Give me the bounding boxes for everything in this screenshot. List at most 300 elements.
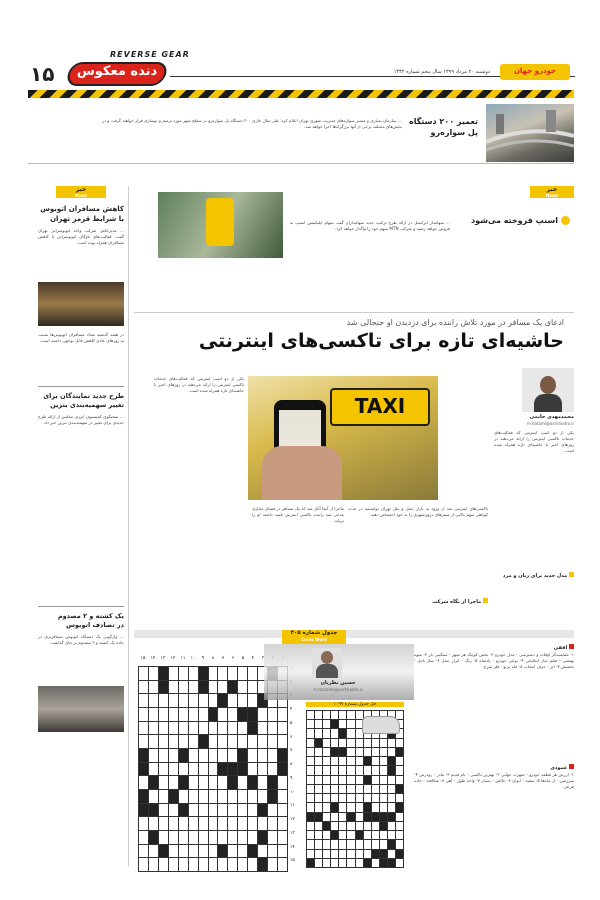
crossword-cell[interactable] <box>199 831 208 844</box>
crossword-cell[interactable] <box>268 763 277 776</box>
crossword-cell <box>339 859 346 867</box>
crossword-cell[interactable] <box>228 735 237 748</box>
row-number: ۹ <box>290 775 293 781</box>
crossword-cell[interactable] <box>149 722 158 735</box>
crossword-cell[interactable] <box>199 817 208 830</box>
crossword-cell <box>372 785 379 793</box>
crossword-cell <box>380 803 387 811</box>
crossword-cell[interactable] <box>159 858 168 871</box>
crossword-cell[interactable] <box>149 804 158 817</box>
crossword-cell[interactable] <box>248 667 257 680</box>
crossword-cell[interactable] <box>139 858 148 871</box>
sublabel-2-text: ماجرا از نگاه شرکت <box>432 599 482 605</box>
left-story1-text2: در هفته گذشته تعداد مسافران اتوبوس‌ها نسبت به روزهای عادی کاهش قابل توجهی داشته است. <box>38 332 124 343</box>
crossword-cell[interactable] <box>159 804 168 817</box>
crossword-cell[interactable] <box>149 708 158 721</box>
crossword-cell[interactable] <box>218 817 227 830</box>
crossword-cell[interactable] <box>189 763 198 776</box>
crossword-cell[interactable] <box>228 845 237 858</box>
crossword-cell[interactable] <box>169 845 178 858</box>
crossword-cell[interactable] <box>169 763 178 776</box>
crossword-cell[interactable] <box>248 776 257 789</box>
crossword-cell[interactable] <box>149 817 158 830</box>
crossword-cell[interactable] <box>199 749 208 762</box>
crossword-cell[interactable] <box>199 735 208 748</box>
crossword-cell[interactable] <box>189 817 198 830</box>
crossword-cell <box>347 840 354 848</box>
crossword-cell[interactable] <box>268 817 277 830</box>
crossword-cell[interactable] <box>238 858 247 871</box>
crossword-cell[interactable] <box>199 858 208 871</box>
crossword-cell[interactable] <box>139 845 148 858</box>
crossword-cell[interactable] <box>278 722 287 735</box>
crossword-cell <box>339 822 346 830</box>
crossword-cell[interactable] <box>139 694 148 707</box>
crossword-cell[interactable] <box>228 681 237 694</box>
crossword-cell[interactable] <box>248 735 257 748</box>
crossword-cell <box>331 748 338 756</box>
crossword-cell[interactable] <box>209 790 218 803</box>
crossword-cell[interactable] <box>159 708 168 721</box>
left-story3-title-line1: یک کشته و ۲ مصدوم <box>57 612 124 620</box>
crossword-cell[interactable] <box>258 722 267 735</box>
feature-sublabel-1 <box>494 572 574 579</box>
crossword-cell[interactable] <box>228 776 237 789</box>
crossword-cell[interactable] <box>209 722 218 735</box>
crossword-cell[interactable] <box>149 667 158 680</box>
crossword-cell[interactable] <box>169 694 178 707</box>
crossword-cell <box>323 748 330 756</box>
crossword-cell <box>307 711 314 719</box>
crossword-cell[interactable] <box>179 667 188 680</box>
crossword-cell[interactable] <box>278 776 287 789</box>
crossword-cell <box>356 739 363 747</box>
top-story-text: … سازمان بسازی و مسیر سواره‌های مدیریت شهری تهران اعلام کرد: طی سال جاری ۲۰۰ دستگاه پل سواره‌رو در سطح شهر مورد ترمیم و نوسازی قرار خواهند گرفت و در بخش‌های مختلف برخی از آنها بزرگراه‌ها اجرا خواهد شد. <box>102 118 402 129</box>
crossword-cell[interactable] <box>169 804 178 817</box>
crossword-cell <box>380 850 387 858</box>
crossword-cell[interactable] <box>278 858 287 871</box>
crossword-cell[interactable] <box>228 817 237 830</box>
crossword-cell <box>315 729 322 737</box>
crossword-cell[interactable] <box>189 681 198 694</box>
crossword-cell[interactable] <box>139 667 148 680</box>
crossword-cell[interactable] <box>189 845 198 858</box>
crossword-cell[interactable] <box>258 817 267 830</box>
crossword-cell[interactable] <box>218 831 227 844</box>
crossword-cell[interactable] <box>278 845 287 858</box>
crossword-cell[interactable] <box>189 694 198 707</box>
crossword-cell[interactable] <box>179 763 188 776</box>
designer-body <box>316 664 338 678</box>
crossword-cell <box>307 794 314 802</box>
crossword-cell[interactable] <box>209 708 218 721</box>
crossword-cell[interactable] <box>278 817 287 830</box>
crossword-cell[interactable] <box>169 708 178 721</box>
crossword-cell[interactable] <box>228 858 237 871</box>
crossword-cell[interactable] <box>238 804 247 817</box>
crossword-cell[interactable] <box>149 749 158 762</box>
crossword-cell[interactable] <box>149 858 158 871</box>
crossword-cell[interactable] <box>228 708 237 721</box>
crossword-cell <box>372 850 379 858</box>
crossword-cell[interactable] <box>218 790 227 803</box>
down-bullet <box>569 764 574 769</box>
crossword-cell[interactable] <box>159 722 168 735</box>
crossword-cell <box>347 803 354 811</box>
crossword-cell[interactable] <box>199 776 208 789</box>
crossword-cell <box>356 803 363 811</box>
sublabel-1-bullet <box>569 572 574 577</box>
crossword-cell <box>323 831 330 839</box>
crossword-cell[interactable] <box>139 763 148 776</box>
crossword-cell[interactable] <box>248 845 257 858</box>
crossword-cell[interactable] <box>179 804 188 817</box>
crossword-cell[interactable] <box>228 694 237 707</box>
crossword-cell <box>356 840 363 848</box>
crossword-cell[interactable] <box>248 831 257 844</box>
crossword-cell[interactable] <box>258 776 267 789</box>
crossword-cell[interactable] <box>238 845 247 858</box>
crossword-cell[interactable] <box>149 776 158 789</box>
crossword-cell[interactable] <box>179 722 188 735</box>
left-story1-photo <box>38 282 124 326</box>
crossword-cell[interactable] <box>159 817 168 830</box>
crossword-cell[interactable] <box>169 831 178 844</box>
crossword-cell[interactable] <box>179 681 188 694</box>
top-story-title-line1: تعمیر ۲۰۰ دستگاه <box>409 117 478 126</box>
crossword-cell[interactable] <box>218 681 227 694</box>
crossword-cell[interactable] <box>238 735 247 748</box>
crossword-cell[interactable] <box>139 776 148 789</box>
crossword-cell[interactable] <box>199 708 208 721</box>
crossword-cell <box>372 766 379 774</box>
crossword-cell <box>347 711 354 719</box>
crossword-cell[interactable] <box>278 735 287 748</box>
crossword-cell[interactable] <box>248 858 257 871</box>
crossword-cell[interactable] <box>268 776 277 789</box>
crossword-cell[interactable] <box>268 804 277 817</box>
crossword-cell[interactable] <box>218 804 227 817</box>
crossword-cell[interactable] <box>169 790 178 803</box>
crossword-cell <box>339 748 346 756</box>
crossword-cell[interactable] <box>149 831 158 844</box>
crossword-cell[interactable] <box>258 858 267 871</box>
crossword-cell[interactable] <box>179 831 188 844</box>
crossword-cell[interactable] <box>228 667 237 680</box>
crossword-cell[interactable] <box>179 735 188 748</box>
crossword-cell[interactable] <box>139 817 148 830</box>
crossword-cell <box>364 794 371 802</box>
crossword-cell[interactable] <box>238 817 247 830</box>
crossword-cell[interactable] <box>209 681 218 694</box>
crossword-cell[interactable] <box>139 749 148 762</box>
crossword-cell[interactable] <box>189 667 198 680</box>
crossword-cell[interactable] <box>258 735 267 748</box>
crossword-cell[interactable] <box>278 831 287 844</box>
crossword-cell <box>315 822 322 830</box>
crossword-cell[interactable] <box>209 831 218 844</box>
crossword-cell[interactable] <box>199 722 208 735</box>
col-number: ۸ <box>211 656 215 661</box>
crossword-cell[interactable] <box>169 667 178 680</box>
crossword-cell <box>356 850 363 858</box>
crossword-cell[interactable] <box>139 722 148 735</box>
crossword-cell[interactable] <box>258 749 267 762</box>
crossword-cell[interactable] <box>238 708 247 721</box>
crossword-cell[interactable] <box>248 749 257 762</box>
crossword-cell[interactable] <box>209 817 218 830</box>
crossword-cell[interactable] <box>218 749 227 762</box>
crossword-cell[interactable] <box>179 790 188 803</box>
crossword-cell[interactable] <box>209 776 218 789</box>
crossword-cell[interactable] <box>258 831 267 844</box>
crossword-cell[interactable] <box>159 681 168 694</box>
row-number: ۱۵ <box>290 858 295 864</box>
crossword-cell[interactable] <box>218 776 227 789</box>
row-number: ۸ <box>290 762 293 768</box>
crossword-cell[interactable] <box>258 708 267 721</box>
author-photo <box>522 368 574 412</box>
crossword-cell[interactable] <box>139 735 148 748</box>
crossword-cell <box>307 766 314 774</box>
crossword-cell[interactable] <box>209 667 218 680</box>
crossword-cell[interactable] <box>199 804 208 817</box>
crossword-cell[interactable] <box>218 667 227 680</box>
crossword-cell[interactable] <box>189 858 198 871</box>
bridge-illustration <box>486 104 574 162</box>
crossword-cell[interactable] <box>228 763 237 776</box>
crossword-cell <box>339 766 346 774</box>
crossword-cell[interactable] <box>238 667 247 680</box>
crossword-cell[interactable] <box>209 694 218 707</box>
across-title-text: افقی <box>553 645 568 651</box>
crossword-cell[interactable] <box>159 831 168 844</box>
crossword-cell[interactable] <box>278 749 287 762</box>
crossword-cell[interactable] <box>139 804 148 817</box>
crossword-cell[interactable] <box>258 845 267 858</box>
crossword-cell[interactable] <box>169 722 178 735</box>
crossword-cell[interactable] <box>228 790 237 803</box>
crossword-cell[interactable] <box>209 763 218 776</box>
crossword-cell[interactable] <box>149 845 158 858</box>
crossword-cell[interactable] <box>159 667 168 680</box>
crossword-cell[interactable] <box>228 831 237 844</box>
crossword-cell[interactable] <box>189 831 198 844</box>
crossword-cell[interactable] <box>228 804 237 817</box>
crossword-cell[interactable] <box>218 845 227 858</box>
crossword-cell <box>347 859 354 867</box>
crossword-cell[interactable] <box>159 735 168 748</box>
crossword-cell[interactable] <box>149 763 158 776</box>
crossword-cell[interactable] <box>149 735 158 748</box>
crossword-cell <box>347 766 354 774</box>
crossword-cell[interactable] <box>199 694 208 707</box>
crossword-cell <box>364 831 371 839</box>
crossword-cell[interactable] <box>218 708 227 721</box>
crossword-cell <box>396 757 403 765</box>
crossword-cell <box>396 794 403 802</box>
crossword-cell[interactable] <box>228 722 237 735</box>
crossword-cell[interactable] <box>149 681 158 694</box>
crossword-cell[interactable] <box>169 817 178 830</box>
crossword-cell <box>372 840 379 848</box>
col-number: ۱۳ <box>160 656 166 661</box>
crossword-cell[interactable] <box>248 817 257 830</box>
crossword-cell[interactable] <box>238 749 247 762</box>
crossword-cell <box>364 785 371 793</box>
crossword-cell[interactable] <box>139 681 148 694</box>
crossword-cell[interactable] <box>199 763 208 776</box>
crossword-cell[interactable] <box>169 735 178 748</box>
crossword-cell[interactable] <box>238 681 247 694</box>
crossword-cell[interactable] <box>268 858 277 871</box>
crossword-cell <box>347 776 354 784</box>
crossword-cell <box>339 850 346 858</box>
crossword-cell[interactable] <box>189 708 198 721</box>
crossword-cell[interactable] <box>189 722 198 735</box>
crossword-cell[interactable] <box>238 790 247 803</box>
crossword-cell[interactable] <box>268 845 277 858</box>
crossword-cell[interactable] <box>189 749 198 762</box>
crossword-cell[interactable] <box>169 776 178 789</box>
crossword-cell[interactable] <box>238 776 247 789</box>
crossword-cell[interactable] <box>238 722 247 735</box>
hazard-stripe <box>28 90 574 98</box>
crossword-cell[interactable] <box>228 749 237 762</box>
crossword-cell[interactable] <box>139 790 148 803</box>
crossword-cell <box>347 720 354 728</box>
col-number: ۱۴ <box>150 656 156 661</box>
crossword-cell[interactable] <box>189 804 198 817</box>
crossword-cell[interactable] <box>248 763 257 776</box>
crossword-cell[interactable] <box>179 776 188 789</box>
crossword-cell[interactable] <box>268 708 277 721</box>
crossword-cell[interactable] <box>248 681 257 694</box>
crossword-cell[interactable] <box>169 749 178 762</box>
crossword-cell[interactable] <box>248 790 257 803</box>
sublabel-1-text: مدل جدید برای زنان و مرد <box>502 573 568 579</box>
crossword-cell[interactable] <box>209 858 218 871</box>
crossword-cell[interactable] <box>179 749 188 762</box>
crossword-cell[interactable] <box>199 845 208 858</box>
crossword-cell[interactable] <box>169 681 178 694</box>
crossword-cell[interactable] <box>189 776 198 789</box>
crossword-cell <box>380 748 387 756</box>
crossword-cell[interactable] <box>179 845 188 858</box>
crossword-cell[interactable] <box>218 722 227 735</box>
crossword-cell[interactable] <box>238 763 247 776</box>
crossword-cell[interactable] <box>159 749 168 762</box>
crossword-cell[interactable] <box>268 749 277 762</box>
crossword-cell[interactable] <box>149 790 158 803</box>
crossword-cell[interactable] <box>159 776 168 789</box>
crossword-cell[interactable] <box>179 708 188 721</box>
crossword-cell <box>396 803 403 811</box>
top-story-photo <box>486 104 574 162</box>
crossword-cell[interactable] <box>278 708 287 721</box>
mid-story <box>134 186 574 266</box>
crossword-cell <box>347 729 354 737</box>
crossword-cell[interactable] <box>258 804 267 817</box>
crossword-cell[interactable] <box>179 817 188 830</box>
crossword-cell[interactable] <box>258 763 267 776</box>
crossword-cell <box>315 720 322 728</box>
crossword-cell[interactable] <box>218 735 227 748</box>
crossword-cell[interactable] <box>248 804 257 817</box>
crossword-cell[interactable] <box>199 790 208 803</box>
crossword-cell[interactable] <box>159 790 168 803</box>
across-bullet <box>569 644 574 649</box>
crossword-cell[interactable] <box>189 790 198 803</box>
crossword-cell[interactable] <box>238 831 247 844</box>
crossword-cell[interactable] <box>159 763 168 776</box>
crossword-cell[interactable] <box>159 845 168 858</box>
designer-name: حسین نظریان <box>320 680 356 686</box>
crossword-cell[interactable] <box>218 858 227 871</box>
crossword-cell[interactable] <box>268 735 277 748</box>
crossword-cell[interactable] <box>218 694 227 707</box>
crossword-cell[interactable] <box>248 722 257 735</box>
crossword-cell <box>364 748 371 756</box>
top-story-rule <box>28 163 574 164</box>
crossword-cell[interactable] <box>139 831 148 844</box>
crossword-cell[interactable] <box>139 708 148 721</box>
crossword-cell[interactable] <box>278 790 287 803</box>
crossword-cell <box>364 739 371 747</box>
crossword-cell[interactable] <box>209 845 218 858</box>
crossword-cell[interactable] <box>248 694 257 707</box>
feature-text-a: یکی از دو اسپ اینترنتی که فعالیت‌های خدمات تاکسی اینترنتی را ارائه می‌دهند در روزهای اخیر با حاشیه‌ای تازه همراه شده است. <box>494 430 574 453</box>
row-number: ۱۰ <box>290 789 295 795</box>
crossword-cell <box>307 757 314 765</box>
feature-headline: حاشیه‌ای تازه برای تاکسی‌های اینترنتی <box>198 330 564 352</box>
crossword-cell[interactable] <box>258 790 267 803</box>
crossword-cell <box>307 739 314 747</box>
crossword-cell[interactable] <box>179 858 188 871</box>
crossword-cell <box>372 748 379 756</box>
crossword-cell <box>307 859 314 867</box>
crossword-cell[interactable] <box>268 831 277 844</box>
crossword-cell[interactable] <box>278 763 287 776</box>
crossword-cell[interactable] <box>169 858 178 871</box>
crossword-cell[interactable] <box>218 763 227 776</box>
crossword-cell <box>331 803 338 811</box>
crossword-cell[interactable] <box>149 694 158 707</box>
crossword-cell[interactable] <box>268 722 277 735</box>
crossword-cell[interactable] <box>189 735 198 748</box>
crossword-cell[interactable] <box>268 790 277 803</box>
mid-story-arrow-icon <box>561 216 570 225</box>
crossword-cell[interactable] <box>278 804 287 817</box>
crossword-cell[interactable] <box>238 694 247 707</box>
crossword-cell <box>388 859 395 867</box>
crossword-cell[interactable] <box>159 694 168 707</box>
crossword-cell <box>331 794 338 802</box>
crossword-cell[interactable] <box>209 749 218 762</box>
crossword-cell <box>331 729 338 737</box>
row-number: ۶ <box>290 734 293 740</box>
down-title-text: عمودی <box>550 765 568 771</box>
crossword-cell <box>364 850 371 858</box>
crossword-cell[interactable] <box>199 667 208 680</box>
designer-photo <box>312 648 342 678</box>
crossword-cell[interactable] <box>248 708 257 721</box>
crossword-cell[interactable] <box>199 681 208 694</box>
crossword-cell <box>388 785 395 793</box>
crossword-cell[interactable] <box>179 694 188 707</box>
crossword-cell[interactable] <box>209 804 218 817</box>
crossword-cell[interactable] <box>209 735 218 748</box>
